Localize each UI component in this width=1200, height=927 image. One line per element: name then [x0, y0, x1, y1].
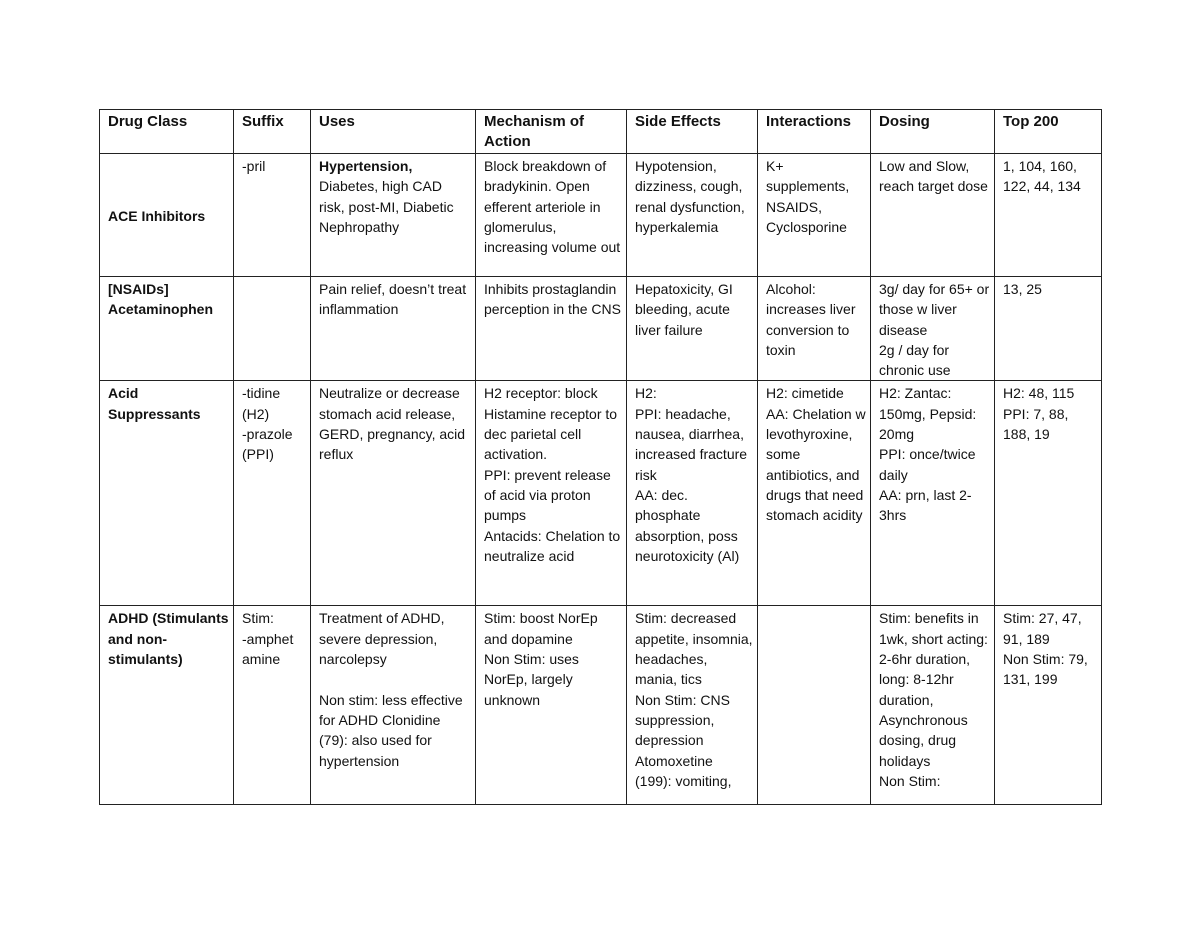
mechanism-line: H2 receptor: block Histamine receptor to dec parietal cell activation. — [484, 385, 621, 463]
dosing-line: 2g / day for chronic use — [879, 341, 953, 379]
mechanism-line: PPI: prevent release of acid via proton pumps — [484, 466, 615, 524]
uses-highlight: Hypertension, — [319, 158, 413, 174]
header-suffix: Suffix — [234, 110, 311, 154]
uses-line: Treatment of ADHD, severe depression, narcolepsy — [319, 610, 449, 668]
cell-suffix — [234, 381, 311, 606]
drug-class-line: Acetaminophen — [108, 301, 214, 318]
cell-side-effects — [627, 606, 758, 805]
cell-top200 — [995, 381, 1102, 606]
top200-line: H2: 48, 115 — [1003, 385, 1075, 402]
cell-interactions — [758, 381, 871, 606]
suffix-line: -prazole (PPI) — [242, 426, 297, 463]
side-effects-line: Atomoxetine (199): vomiting, — [635, 752, 732, 789]
cell-dosing: Low and Slow, reach target dose — [871, 154, 995, 277]
header-row — [100, 110, 1102, 154]
cell-dosing — [871, 381, 995, 606]
cell-mechanism: Inhibits prostaglandin perception in the CNS — [476, 277, 627, 381]
cell-uses — [311, 606, 476, 805]
cell-mechanism — [476, 606, 627, 805]
side-effects-line: AA: dec. phosphate absorption, poss neurotoxicity (Al) — [635, 486, 742, 564]
cell-side-effects: Hypotension, dizziness, cough, renal dysfunction, hyperkalemia — [627, 154, 758, 277]
cell-top200 — [995, 606, 1102, 805]
cell-top200: 13, 25 — [995, 277, 1102, 381]
dosing-line: Non Stim: — [879, 772, 941, 789]
dosing-line: PPI: once/twice daily — [879, 446, 980, 483]
side-effects-line: Stim: decreased appetite, insomnia, headaches, mania, tics — [635, 610, 757, 688]
cell-suffix: -pril — [234, 154, 311, 277]
header-mechanism: Mechanism of Action — [476, 110, 627, 154]
header-side-effects: Side Effects — [627, 110, 758, 154]
cell-side-effects: Hepatoxicity, GI bleeding, acute liver failure — [627, 277, 758, 381]
side-effects-line: H2: — [635, 385, 657, 402]
cell-drug-class: ACE Inhibitors — [100, 154, 234, 277]
cell-drug-class: Acid Suppressants — [100, 381, 234, 606]
cell-suffix — [234, 606, 311, 805]
uses-text: Diabetes, high CAD risk, post-MI, Diabetic Nephropathy — [319, 178, 454, 235]
interactions-line: H2: cimetide — [766, 385, 844, 402]
top200-line: PPI: 7, 88, 188, 19 — [1003, 405, 1073, 443]
table-row — [100, 277, 1102, 381]
mechanism-line: Non Stim: uses NorEp, largely unknown — [484, 651, 583, 708]
header-uses: Uses — [311, 110, 476, 154]
cell-side-effects — [627, 381, 758, 606]
suffix-line: -amphet amine — [242, 630, 298, 668]
dosing-line: AA: prn, last 2-3hrs — [879, 486, 972, 524]
uses-line: Non stim: less effective for ADHD Clonidine (79): also used for hypertension — [319, 691, 467, 769]
table-row — [100, 154, 1102, 277]
dosing-line: Stim: benefits in 1wk, short acting: 2-6hr duration, long: 8-12hr duration, Asynchronous dosing, drug holidays — [879, 610, 992, 769]
cell-uses: Neutralize or decrease stomach acid release, GERD, pregnancy, acid reflux — [311, 381, 476, 606]
cell-uses: Pain relief, doesn’t treat inflammation — [311, 277, 476, 381]
top200-line: Non Stim: 79, 131, 199 — [1003, 651, 1092, 688]
uses-spacer — [319, 669, 471, 689]
cell-interactions — [758, 606, 871, 805]
mechanism-line: Antacids: Chelation to neutralize acid — [484, 527, 625, 564]
dosing-line: 3g/ day for 65+ or those w liver disease — [879, 281, 994, 338]
cell-dosing — [871, 277, 995, 381]
drug-class-table — [99, 109, 1102, 805]
cell-uses — [311, 154, 476, 277]
header-dosing: Dosing — [871, 110, 995, 154]
table-row — [100, 381, 1102, 606]
dosing-line: H2: Zantac: 150mg, Pepsid: 20mg — [879, 385, 981, 443]
header-drug-class: Drug Class — [100, 110, 234, 154]
side-effects-line: Non Stim: CNS suppression, depression — [635, 691, 734, 749]
cell-drug-class — [100, 277, 234, 381]
drug-class-line: [NSAIDs] — [108, 281, 169, 297]
cell-drug-class: ADHD (Stimulants and non-stimulants) — [100, 606, 234, 805]
interactions-line: AA: Chelation w levothyroxine, some antibiotics, and drugs that need stomach acidity — [766, 405, 870, 524]
cell-mechanism: Block breakdown of bradykinin. Open efferent arteriole in glomerulus, increasing volume out — [476, 154, 627, 277]
cell-mechanism — [476, 381, 627, 606]
cell-dosing — [871, 606, 995, 805]
cell-interactions: K+ supplements, NSAIDS, Cyclosporine — [758, 154, 871, 277]
cell-top200: 1, 104, 160, 122, 44, 134 — [995, 154, 1102, 277]
side-effects-line: PPI: headache, nausea, diarrhea, increased fracture risk — [635, 405, 751, 483]
cell-suffix — [234, 277, 311, 381]
header-interactions: Interactions — [758, 110, 871, 154]
top200-line: Stim: 27, 47, 91, 189 — [1003, 610, 1086, 647]
table-row — [100, 606, 1102, 805]
suffix-line: Stim: — [242, 610, 274, 627]
cell-interactions: Alcohol: increases liver conversion to toxin — [758, 277, 871, 381]
mechanism-line: Stim: boost NorEp and dopamine — [484, 610, 602, 647]
suffix-line: -tidine (H2) — [242, 385, 285, 422]
header-top200: Top 200 — [995, 110, 1102, 154]
